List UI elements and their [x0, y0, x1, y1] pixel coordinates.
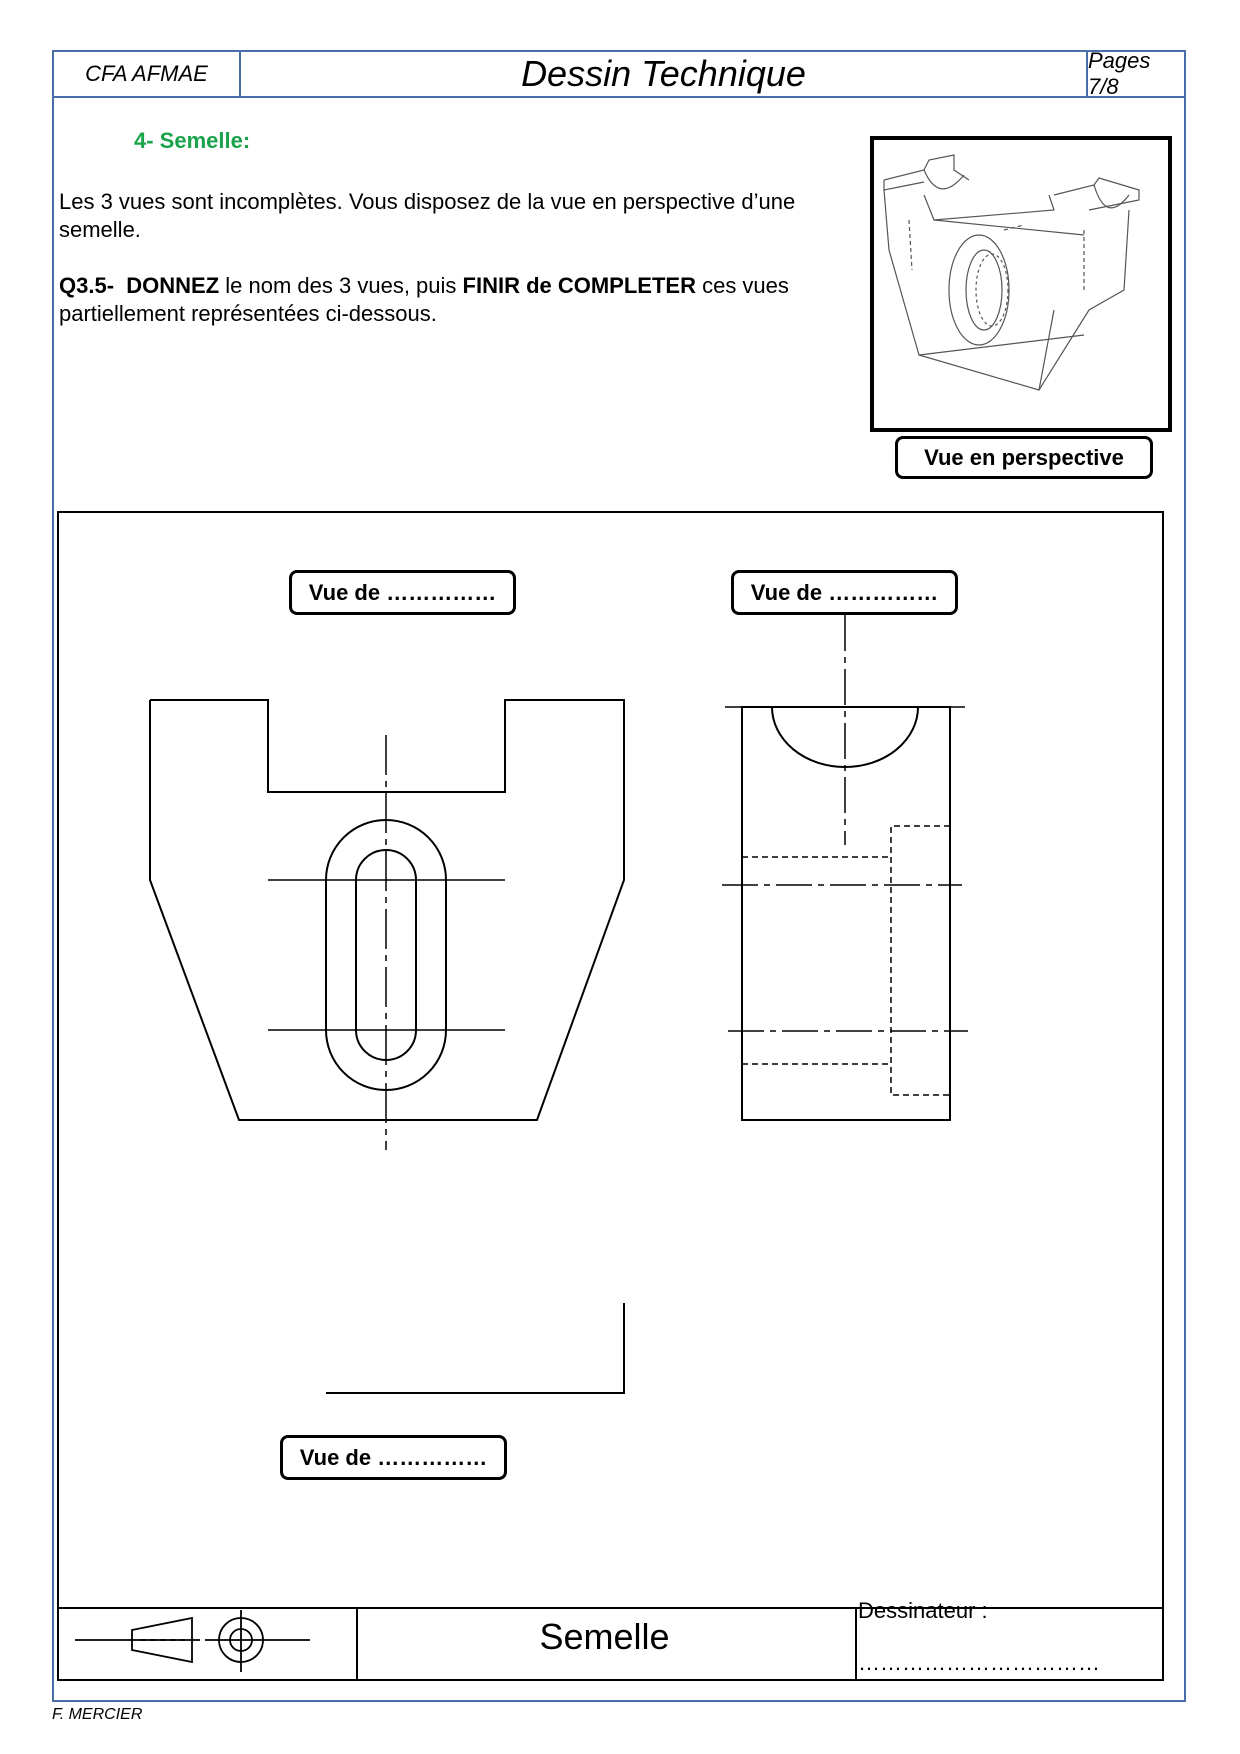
side-view-outline — [742, 707, 950, 1120]
question-text-1: le nom des 3 vues, puis — [219, 273, 463, 298]
header-school: CFA AFMAE — [54, 52, 241, 96]
view-label-top[interactable]: Vue de …………… — [280, 1435, 507, 1480]
projection-symbol — [75, 1610, 310, 1672]
question-id: Q3.5- — [59, 273, 115, 298]
question-text-2: ces vues partiellement représentées ci-dessous. — [59, 273, 789, 326]
side-view-hidden-slot — [891, 826, 950, 1095]
footer-author: F. MERCIER — [52, 1706, 143, 1723]
question-verb-1: DONNEZ — [126, 273, 220, 298]
header-pages: Pages 7/8 — [1088, 48, 1151, 99]
perspective-label: Vue en perspective — [895, 436, 1153, 479]
view-label-side[interactable]: Vue de …………… — [731, 570, 958, 615]
drafter-field[interactable]: …………………………… — [858, 1650, 1100, 1675]
top-view-partial — [326, 1303, 624, 1393]
question-verb-2: FINIR de COMPLETER — [462, 273, 696, 298]
header-subject: Dessin Technique — [241, 52, 1088, 96]
section-title: 4- Semelle: — [134, 128, 251, 153]
part-name: Semelle — [539, 1616, 670, 1657]
intro-paragraph: Les 3 vues sont incomplètes. Vous disposez de la vue en perspective d’une semelle. — [59, 189, 796, 242]
drafter-label: Dessinateur : — [858, 1598, 988, 1623]
view-label-front[interactable]: Vue de …………… — [289, 570, 516, 615]
front-view-outline — [150, 700, 624, 1120]
